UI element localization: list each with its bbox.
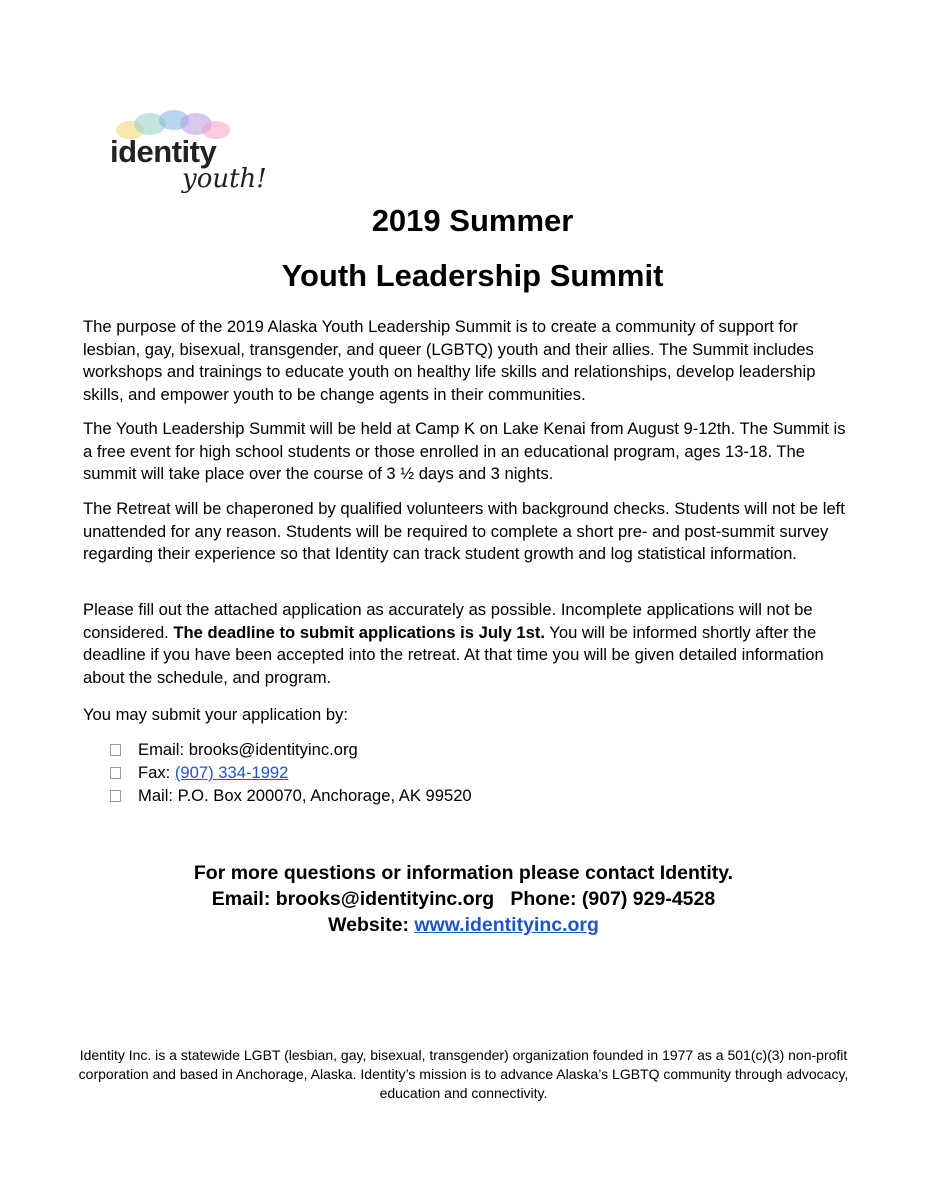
application-text-end: You will be informed shortly after the deadline if you have been accepted into the retreat. At that time you will be given detailed information about the schedule, and program. bbox=[83, 622, 824, 687]
location-paragraph: The Youth Leadership Summit will be held at Camp K on Lake Kenai from August 9-12th. The Summit is a free event for high school students or those enrolled in an educational program, ages 13-18. The summit will take place over the course of 3 ½ days and 3 nights. bbox=[83, 419, 846, 483]
submit-intro: You may submit your application by: bbox=[83, 705, 349, 724]
checkbox-icon bbox=[110, 767, 121, 779]
list-item-mail bbox=[110, 784, 472, 807]
checkbox-icon bbox=[110, 790, 121, 802]
chaperone-paragraph: The Retreat will be chaperoned by qualified volunteers with background checks. Students will not be left unattended for any reason. Students will be required to complete a short pre- and post-summit survey regarding their experience so that Identity can track student growth and log statistical information. bbox=[83, 499, 845, 563]
fax-label: Fax: bbox=[138, 763, 171, 782]
contact-email-phone: Email: brooks@identityinc.org Phone: (907) 929-4528 bbox=[211, 888, 716, 910]
identity-youth-logo bbox=[108, 108, 308, 208]
mail-option-text: Mail: P.O. Box 200070, Anchorage, AK 99520 bbox=[138, 786, 472, 805]
contact-website bbox=[0, 912, 927, 938]
website-label: Website: bbox=[328, 914, 415, 936]
deadline-text: The deadline to submit applications is July 1st. bbox=[173, 622, 545, 642]
footer-text: Identity Inc. is a statewide LGBT (lesbian, gay, bisexual, transgender) organization founded in 1977 as a 501(c)(3) non-profit corporation and based in Anchorage, Alaska. Identity’s mission is to advance Alaska’s LGBTQ community through advocacy, education and connectivity. bbox=[78, 1047, 849, 1101]
page-title-line1: 2019 Summer bbox=[371, 203, 574, 238]
page-title-line2: Youth Leadership Summit bbox=[281, 258, 664, 293]
purpose-paragraph: The purpose of the 2019 Alaska Youth Leadership Summit is to create a community of support for lesbian, gay, bisexual, transgender, and queer (LGBTQ) youth and their allies. The Summit includes workshops and trainings to educate youth on healthy life skills and relationships, develop leadership skills, and empower youth to be change agents in their communities. bbox=[83, 317, 816, 404]
list-item-fax bbox=[110, 761, 472, 784]
contact-heading: For more questions or information please contact Identity. bbox=[193, 862, 734, 884]
website-link[interactable]: www.identityinc.org bbox=[414, 914, 599, 936]
fax-number-link[interactable]: (907) 334-1992 bbox=[174, 763, 289, 782]
logo-subtext: youth! bbox=[182, 164, 267, 194]
application-text-start: Please fill out the attached application as accurately as possible. Incomplete applications will not be considered. bbox=[83, 600, 813, 642]
application-paragraph bbox=[83, 599, 853, 689]
list-item-email bbox=[110, 738, 472, 761]
checkbox-icon bbox=[110, 744, 121, 756]
submit-options-list bbox=[110, 738, 472, 807]
email-option-text: Email: brooks@identityinc.org bbox=[138, 740, 358, 759]
logo-wordmark: identity bbox=[110, 134, 217, 169]
